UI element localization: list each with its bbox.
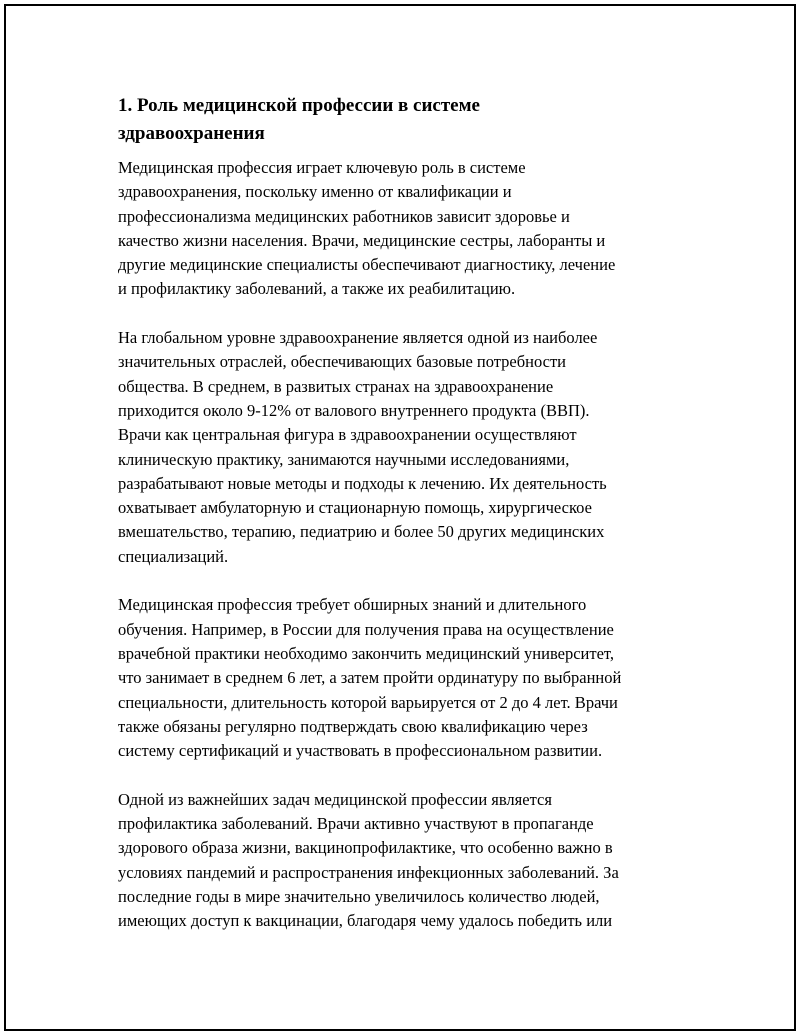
text-line: обучения. Например, в России для получения права на осуществление (118, 619, 614, 639)
paragraph-2 (118, 326, 688, 569)
text-line: что занимает в среднем 6 лет, а затем пройти ординатуру по выбранной (118, 668, 622, 688)
text-line: условиях пандемий и распространения инфекционных заболеваний. За (118, 862, 619, 882)
text-line: последние годы в мире значительно увеличилось количество людей, (118, 886, 600, 906)
text-line: специальности, длительность которой варьируется от 2 до 4 лет. Врачи (118, 692, 618, 712)
text-line: приходится около 9-12% от валового внутреннего продукта (ВВП). (118, 400, 590, 420)
paragraph-3 (118, 593, 688, 763)
text-line: профессионализма медицинских работников зависит здоровье и (118, 206, 570, 226)
text-line: охватывает амбулаторную и стационарную помощь, хирургическое (118, 498, 592, 518)
text-line: здравоохранения, поскольку именно от квалификации и (118, 182, 512, 202)
heading-line: 1. Роль медицинской профессии в системе (118, 95, 480, 116)
text-line: также обязаны регулярно подтверждать свою квалификацию через (118, 716, 588, 736)
text-line: клиническую практику, занимаются научными исследованиями, (118, 449, 570, 469)
text-line: На глобальном уровне здравоохранение является одной из наиболее (118, 328, 598, 348)
text-line: Медицинская профессия играет ключевую роль в системе (118, 158, 526, 177)
text-line: профилактика заболеваний. Врачи активно участвуют в пропаганде (118, 814, 594, 834)
text-line: Врачи как центральная фигура в здравоохранении осуществляют (118, 425, 577, 445)
text-line: здорового образа жизни, вакцинопрофилактике, что особенно важно в (118, 838, 613, 858)
text-line: общества. В среднем, в развитых странах на здравоохранение (118, 376, 554, 396)
text-line: и профилактику заболеваний, а также их реабилитацию. (118, 279, 516, 299)
text-line: качество жизни населения. Врачи, медицинские сестры, лаборанты и (118, 230, 606, 250)
text-line: врачебной практики необходимо закончить медицинский университет, (118, 643, 615, 663)
text-line: имеющих доступ к вакцинации, благодаря чему удалось победить или (118, 911, 613, 931)
text-line: разрабатывают новые методы и подходы к лечению. Их деятельность (118, 473, 607, 493)
text-line: вмешательство, терапию, педиатрию и более 50 других медицинских (118, 522, 605, 542)
section-heading (118, 92, 688, 148)
text-line: систему сертификаций и участвовать в профессиональном развитии. (118, 741, 603, 761)
text-line: другие медицинские специалисты обеспечивают диагностику, лечение (118, 255, 616, 275)
text-line: специализаций. (118, 546, 229, 566)
document-body (118, 92, 688, 958)
text-line: Медицинская профессия требует обширных знаний и длительного (118, 595, 587, 615)
heading-line: здравоохранения (118, 123, 265, 144)
paragraph-1 (118, 156, 688, 302)
paragraph-4 (118, 788, 688, 934)
text-line: значительных отраслей, обеспечивающих базовые потребности (118, 352, 567, 372)
text-line: Одной из важнейших задач медицинской профессии является (118, 789, 552, 809)
